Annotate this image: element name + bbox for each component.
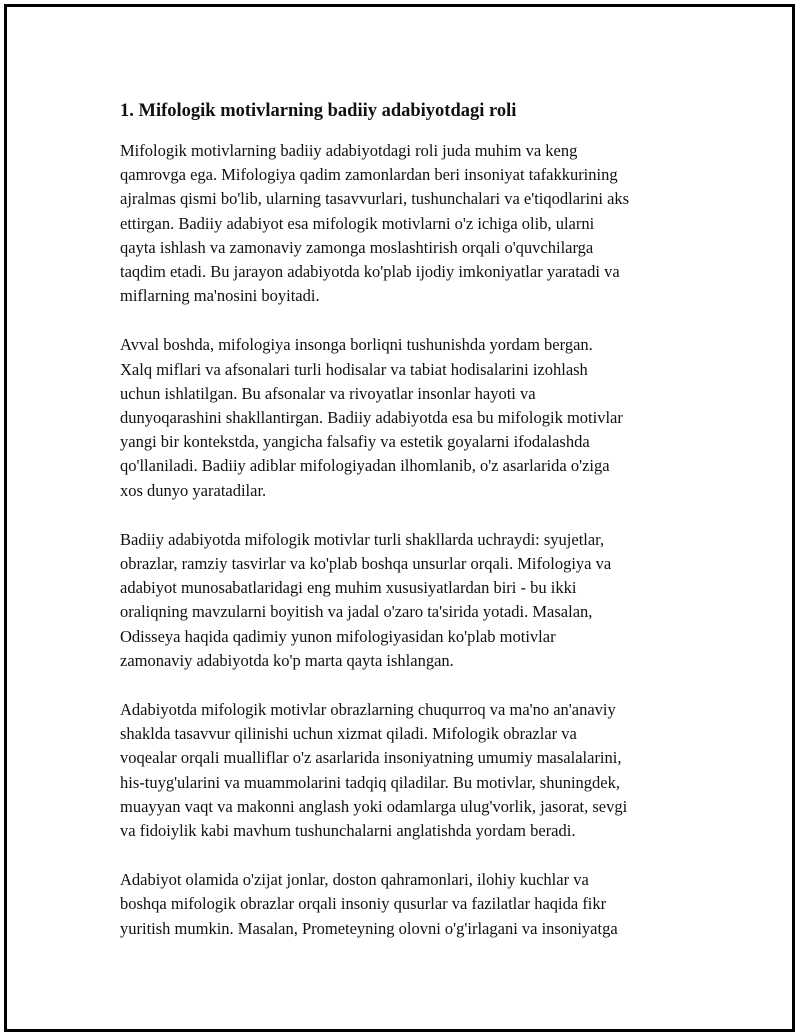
- page-frame: [4, 4, 795, 1032]
- text-line: Badiiy adabiyotda mifologik motivlar turli shakllarda uchraydi: syujetlar,: [120, 529, 605, 549]
- text-line: Mifologik motivlarning badiiy adabiyotdagi roli juda muhim va keng: [120, 141, 578, 160]
- text-line: va fidoiylik kabi mavhum tushunchalarni anglatishda yordam beradi.: [120, 821, 576, 841]
- text-line: Adabiyot olamida o'zijat jonlar, doston qahramonlari, ilohiy kuchlar va: [120, 870, 589, 890]
- text-line: Avval boshda, mifologiya insonga borliqni tushunishda yordam bergan.: [120, 335, 593, 355]
- text-line: qamrovga ega. Mifologiya qadim zamonlardan beri insoniyat tafakkurining: [120, 165, 618, 185]
- text-line: obrazlar, ramziy tasvirlar va ko'plab boshqa unsurlar orqali. Mifologiya va: [120, 554, 612, 574]
- text-line: boshqa mifologik obrazlar orqali insoniy qusurlar va fazilatlar haqida fikr: [120, 894, 607, 914]
- text-line: ettirgan. Badiiy adabiyot esa mifologik motivlarni o'z ichiga olib, ularni: [120, 213, 595, 233]
- text-line: muayyan vaqt va makonni anglash yoki odamlarga ulug'vorlik, jasorat, sevgi: [120, 796, 628, 816]
- text-line: shaklda tasavvur qilinishi uchun xizmat qiladi. Mifologik obrazlar va: [120, 724, 577, 744]
- section-heading: 1. Mifologik motivlarning badiiy adabiyotdagi roli: [120, 101, 517, 121]
- text-line: zamonaviy adabiyotda ko'p marta qayta ishlangan.: [120, 650, 454, 670]
- paragraph: [120, 698, 695, 843]
- text-line: xos dunyo yaratadilar.: [120, 480, 267, 500]
- text-line: Adabiyotda mifologik motivlar obrazlarning chuqurroq va ma'no an'anaviy: [120, 700, 616, 720]
- text-line: taqdim etadi. Bu jarayon adabiyotda ko'plab ijodiy imkoniyatlar yaratadi va: [120, 262, 620, 282]
- text-line: qayta ishlash va zamonaviy zamonga moslashtirish orqali o'quvchilarga: [120, 237, 594, 257]
- paragraph: [120, 333, 695, 502]
- text-line: adabiyot munosabatlaridagi eng muhim xususiyatlardan biri - bu ikki: [120, 578, 577, 598]
- text-line: Xalq miflari va afsonalari turli hodisalar va tabiat hodisalarini izohlash: [120, 359, 588, 379]
- text-line: uchun ishlatilgan. Bu afsonalar va rivoyatlar insonlar hayoti va: [120, 383, 536, 403]
- paragraph: [120, 139, 695, 308]
- text-line: yangi bir kontekstda, yangicha falsafiy va estetik goyalarni ifodalashda: [120, 432, 590, 452]
- paragraph-container: [120, 139, 695, 941]
- text-line: his-tuyg'ularini va muammolarini tadqiq qiladilar. Bu motivlar, shuningdek,: [120, 772, 620, 792]
- document-body: [120, 99, 695, 966]
- text-line: voqealar orqali mualliflar o'z asarlarida insoniyatning umumiy masalalarini,: [120, 748, 622, 768]
- text-line: ajralmas qismi bo'lib, ularning tasavvurlari, tushunchalari va e'tiqodlarini aks: [120, 189, 630, 209]
- text-line: oraliqning mavzularni boyitish va jadal o'zaro ta'sirida yotadi. Masalan,: [120, 602, 593, 622]
- text-line: dunyoqarashini shakllantirgan. Badiiy adabiyotda esa bu mifologik motivlar: [120, 408, 623, 428]
- text-line: miflarning ma'nosini boyitadi.: [120, 286, 320, 306]
- text-line: Odisseya haqida qadimiy yunon mifologiyasidan ko'plab motivlar: [120, 626, 556, 646]
- paragraph: [120, 528, 695, 673]
- text-line: qo'llaniladi. Badiiy adiblar mifologiyadan ilhomlanib, o'z asarlarida o'ziga: [120, 456, 610, 476]
- text-line: yuritish mumkin. Masalan, Prometeyning olovni o'g'irlagani va insoniyatga: [120, 918, 618, 938]
- paragraph: [120, 868, 695, 941]
